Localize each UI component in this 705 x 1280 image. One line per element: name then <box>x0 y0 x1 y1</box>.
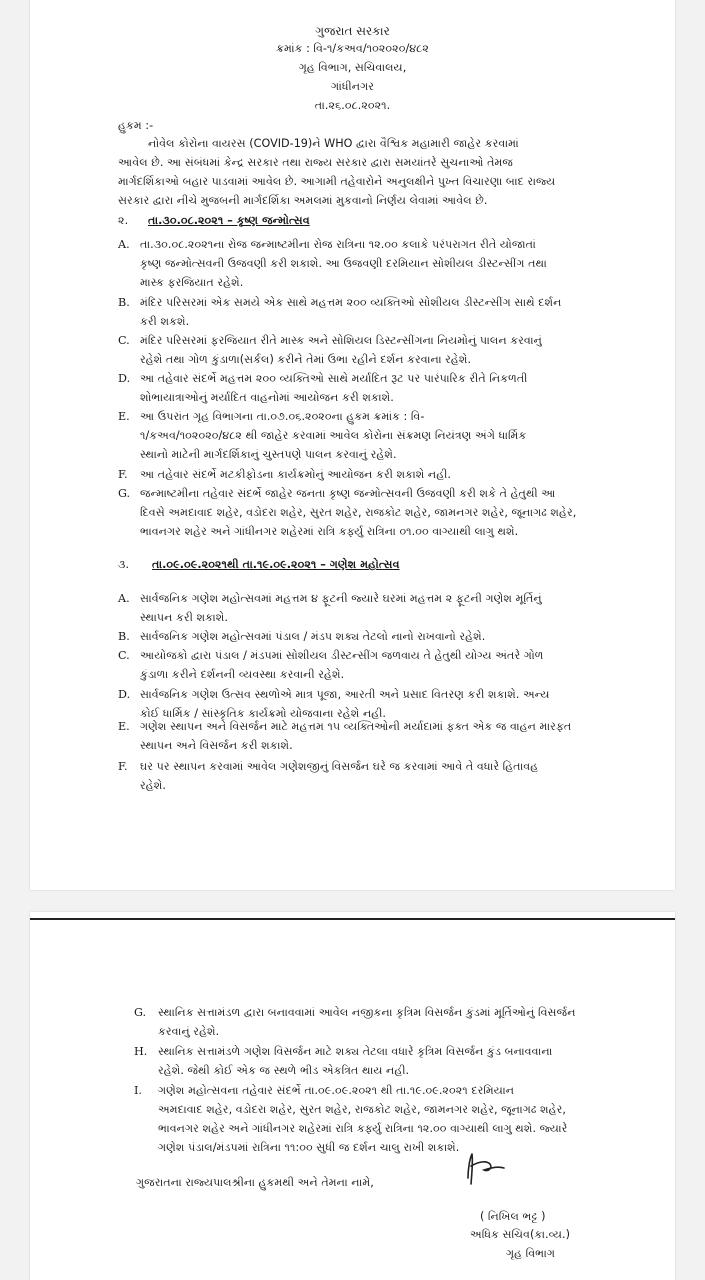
section-3-number: ૩. <box>118 558 130 571</box>
item-line: માસ્ક ફરજિયાત રહેશે. <box>140 276 244 289</box>
item-line: સ્થાનો માટેની માર્ગદર્શિકાનું ચુસ્તપણે પાલન કરવાનું રહેશે. <box>140 448 397 461</box>
item-label: E. <box>118 720 130 733</box>
item-line: શોભાયાત્રાઓનું મર્યાદિત વાહનોમાં આયોજન કરી શકાશે. <box>140 391 394 404</box>
closing-line: ગુજરાતના રાજ્યપાલશ્રીના હુકમથી અને તેમના નામે, <box>136 1176 374 1189</box>
item-line: ભાવનગર શહેર અને ગાંધીનગર શહેરમાં રાત્રિ કર્ફ્યુ રાત્રિના ૧૨.૦૦ વાગ્યાથી લાગુ થશે. જ્યારે <box>158 1122 568 1135</box>
signatory-department: ગૃહ વિભાગ <box>506 1247 556 1260</box>
intro-line: આવેલ છે. આ સંબંધમાં કેન્દ્ર સરકાર તથા રાજ્ય સરકાર દ્વારા સમયાંતરે સુચનાઓ તેમજ <box>118 156 514 169</box>
item-line: મંદિર પરિસરમાં ફરજિયાત રીતે માસ્ક અને સોશિયલ ડિસ્ટન્સીંગના નિયમોનું પાલન કરવાનું <box>140 334 542 347</box>
item-line: આ તહેવાર સંદર્ભે મહત્તમ ૨૦૦ વ્યક્તિઓ સાથે મર્યાદિત રૂટ પર પારંપારિક રીતે નિકળતી <box>140 372 528 385</box>
item-label: F. <box>118 468 128 481</box>
item-line: સાર્વજનિક ગણેશ ઉત્સવ સ્થળોએ માત્ર પૂજા, આરતી અને પ્રસાદ વિતરણ કરી શકાશે. અન્ય <box>140 688 550 701</box>
item-label: E. <box>118 410 130 423</box>
item-label: A. <box>118 592 130 605</box>
item-line: મંદિર પરિસરમાં એક સમયે એક સાથે મહત્તમ ૨૦૦ વ્યક્તિઓ સોશીયલ ડીસ્ટન્સીંગ સાથે દર્શન <box>140 296 562 309</box>
item-line: સાર્વજનિક ગણેશ મહોત્સવમાં મહત્તમ ૪ ફૂટની જ્યારે ઘરમાં મહત્તમ ૨ ફૂટની ગણેશ મૂર્તિનું <box>140 592 542 605</box>
item-line: રહેશે. <box>140 779 166 792</box>
section-2-number: ૨. <box>118 214 129 227</box>
intro-line: નોવેલ કોરોના વાયરસ (COVID-19)ને WHO દ્વારા વૈશ્વિક મહામારી જાહેર કરવામાં <box>148 137 519 150</box>
item-line: તા.૩૦.૦૮.૨૦૨૧ના રોજ જન્માષ્ટમીના રોજ રાત્રિના ૧૨.૦૦ કલાકે પરંપરાગત રીતે યોજાતાં <box>140 238 536 251</box>
item-line: સ્થાપન કરી શકાશે. <box>140 611 228 624</box>
item-label: D. <box>118 688 131 701</box>
item-label: I. <box>134 1084 142 1097</box>
item-label: C. <box>118 334 130 347</box>
item-line: કરવાનું રહેશે. <box>158 1025 220 1038</box>
item-line: સ્થાનિક સત્તામંડળે ગણેશ વિસર્જન માટે શક્ય તેટલા વધારે કૃત્રિમ વિસર્જન કુંડ બનાવવાના <box>158 1045 553 1058</box>
item-line: ગણેશ મહોત્સવના તહેવાર સંદર્ભે તા.૦૯.૦૯.૨૦૨૧ થી તા.૧૯.૦૯.૨૦૨૧ દરમિયાન <box>158 1084 515 1097</box>
item-line: આયોજકો દ્વારા પંડાલ / મંડપમાં સોશીયલ ડીસ્ટન્સીંગ જળવાય તે હેતુથી યોગ્ય અંતરે ગોળ <box>140 649 544 662</box>
order-number: ક્રમાંક : વિ-૧/કઅવ/૧૦૨૦૨૦/૪૮૨ <box>276 42 429 55</box>
item-line: રહેશે. જેથી કોઈ એક જ સ્થળે ભીડ એકત્રિત થાય નહી. <box>158 1064 410 1077</box>
item-label: B. <box>118 630 130 643</box>
item-label: B. <box>118 296 130 309</box>
item-line: રહેશે તથા ગોળ કુંડાળા(સર્કલ) કરીને તેમાં ઉભા રહીને દર્શન કરવાના રહેશે. <box>140 353 472 366</box>
item-line: અમદાવાદ શહેર, વડોદરા શહેર, સુરત શહેર, રાજકોટ શહેર, જામનગર શહેર, જૂનાગઢ શહેર, <box>158 1103 566 1116</box>
item-line: સાર્વજનિક ગણેશ મહોત્સવમાં પંડાલ / મંડપ શક્ય તેટલો નાનો રાખવાનો રહેશે. <box>140 630 486 643</box>
item-line: ઘર પર સ્થાપન કરવામાં આવેલ ગણેશજીનું વિસર્જન ઘરે જ કરવામાં આવે તે વધારે હિતાવહ <box>140 760 539 773</box>
item-line: કૃષ્ણ જન્મોત્સવની ઉજવણી કરી શકાશે. આ ઉજવણી દરમિયાન સોશીયલ ડીસ્ટન્સીંગ તથા <box>140 257 547 270</box>
item-line: સ્થાપન અને વિસર્જન કરી શકાશે. <box>140 739 293 752</box>
signatory-name: ( નિખિલ ભટ્ટ ) <box>480 1210 546 1223</box>
item-label: G. <box>134 1006 147 1019</box>
item-line: આ તહેવાર સંદર્ભે મટકીફોડના કાર્યક્રમોનું આયોજન કરી શકાશે નહી. <box>140 468 451 481</box>
item-label: F. <box>118 760 128 773</box>
item-line: ૧/કઅવ/૧૦૨૦૨૦/૪૮૨ થી જાહેર કરવામાં આવેલ કોરોના સંક્રમણ નિયંત્રણ અંગે ધાર્મિક <box>140 429 527 442</box>
item-line: કોઈ ધાર્મિક / સાંસ્કૃતિક કાર્યક્રમો યોજવાના રહેશે નહી. <box>140 707 386 720</box>
department-address: ગૃહ વિભાગ, સચિવાલય, <box>298 61 407 74</box>
handwritten-signature <box>460 1148 516 1188</box>
item-line: જન્માષ્ટમીના તહેવાર સંદર્ભે જાહેર જનતા કૃષ્ણ જન્મોત્સવની ઉજવણી કરી શકે તે હેતુથી આ <box>140 487 556 500</box>
page-header-rule <box>30 918 675 920</box>
item-label: D. <box>118 372 131 385</box>
section-3-title: તા.૦૯.૦૯.૨૦૨૧થી તા.૧૯.૦૯.૨૦૨૧ – ગણેશ મહોત્સવ <box>152 558 400 571</box>
government-title: ગુજરાત સરકાર <box>315 24 390 38</box>
item-label: C. <box>118 649 130 662</box>
item-line: સ્થાનિક સત્તામંડળ દ્વારા બનાવવામાં આવેલ નજીકના કૃત્રિમ વિસર્જન કુંડમાં મૂર્તિઓનું વિસર્જન <box>158 1006 576 1019</box>
order-date: તા.૨૬.૦૮.૨૦૨૧. <box>314 99 391 112</box>
item-line: ગણેશ પંડાલ/મંડપમાં રાત્રિના ૧૧:૦૦ સુધી જ દર્શન ચાલુ રાખી શકાશે. <box>158 1141 460 1154</box>
item-line: દિવસે અમદાવાદ શહેર, વડોદરા શહેર, સુરત શહેર, રાજકોટ શહેર, જામનગર શહેર, જૂનાગઢ શહેર, <box>140 506 577 519</box>
signatory-designation: અધિક સચિવ(કા.વ્ય.) <box>470 1228 570 1241</box>
item-line: કરી શકશે. <box>140 315 190 328</box>
city: ગાંધીનગર <box>330 80 375 93</box>
item-line: ભાવનગર શહેર અને ગાંધીનગર શહેરમાં રાત્રિ કર્ફ્યુ રાત્રિના ૦૧.૦૦ વાગ્યાથી લાગુ થશે. <box>140 525 519 538</box>
item-line: કુંડાળા કરીને દર્શનની વ્યવસ્થા કરવાની રહેશે. <box>140 668 345 681</box>
intro-line: માર્ગદર્શિકાઓ બહાર પાડવામાં આવેલ છે. આગામી તહેવારોને અનુલક્ષીને પુખ્ત વિચારણા બાદ રાજ્ય <box>118 175 556 188</box>
order-heading: હુકમ :- <box>118 119 154 132</box>
item-label: H. <box>134 1045 148 1058</box>
item-line: ગણેશ સ્થાપન અને વિસર્જન માટે મહત્તમ ૧૫ વ્યક્તિઓની મર્યાદામાં ફક્ત એક જ વાહન મારફત <box>140 720 572 733</box>
item-line: આ ઉપરાંત ગૃહ વિભાગના તા.૦૭.૦૬.૨૦૨૦ના હુકમ ક્રમાંક : વિ- <box>140 410 425 423</box>
section-2-title: તા.૩૦.૦૮.૨૦૨૧ – કૃષ્ણ જન્મોત્સવ <box>148 214 310 227</box>
item-label: A. <box>118 238 130 251</box>
item-label: G. <box>118 487 131 500</box>
intro-line: સરકાર દ્વારા નીચે મુજબની માર્ગદર્શિકા અમલમાં મુકવાનો નિર્ણય લેવામાં આવેલ છે. <box>118 194 488 207</box>
